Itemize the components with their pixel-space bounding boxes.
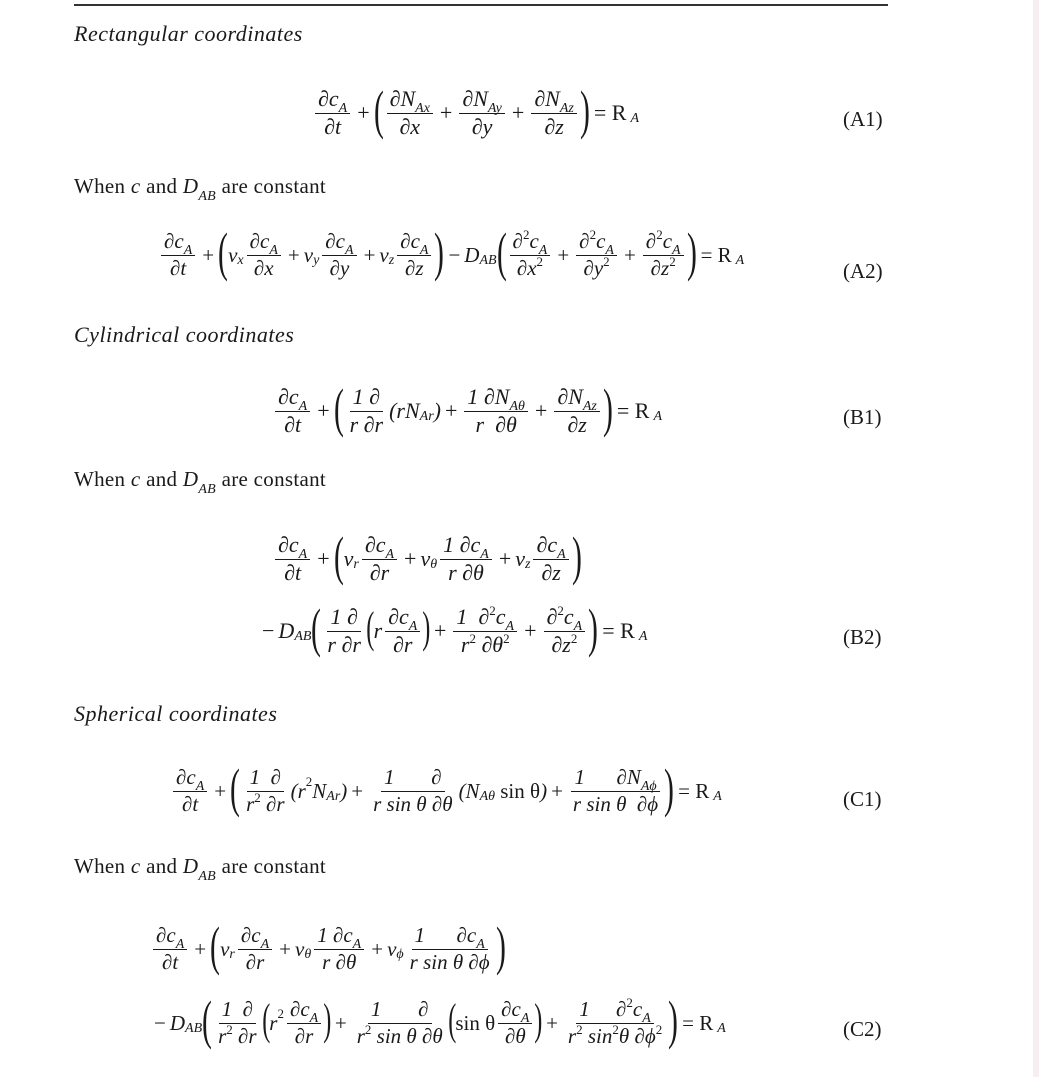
heading-rectangular: Rectangular coordinates <box>74 21 303 46</box>
equation-b2-line1: $\frac{\partial c_A}{\partial t}$ + ( v r $\frac{\partial c_A}{\partial r}$ + v θ $\frac{1 \partial c_A}{r \partial\theta}$ + v z $\frac{\partial c_A}{\partial z}$ ) <box>272 532 582 586</box>
equation-c2-line1: $\frac{\partial c_A}{\partial t}$ + ( v r $\frac{\partial c_A}{\partial r}$ + v θ $\frac{1 \partial c_A}{r \partial\theta}$ + v ϕ $\frac{1 \partial c_A}{\text{r sin θ ∂ϕ}}$ ) <box>150 922 506 976</box>
condition-rect: When c and $D_{AB}$ are constant <box>74 174 327 205</box>
top-rule <box>74 4 888 6</box>
equation-b1: $\frac{\partial c_A}{\partial t}$ + ( $\frac{1 \partial}{r \partial r}$ (rN Ar ) + $\frac{1 \partial N_{A\theta}}{r \partial\theta}$ + $\frac{\partial N_{Az}}{\partial z}$ ) = R A <box>272 384 662 438</box>
tag-a1: (A1) <box>843 107 883 131</box>
tag-a2: (A2) <box>843 259 883 283</box>
equation-c2-line2: − D AB ( $\frac{1 \partial}{r^2 \partial r}$ ( r 2 $\frac{\partial c_A}{\partial r}$ ) + $\frac{1 \partial}{r^2 \sin \theta \partial\theta}$ ( sin θ $\frac{\partial c_A}{\partial\theta}$ ) + $\frac{1 \partial^2c_A}{r^2 \sin^2\theta \partial\phi^2}$ ) = R A <box>154 990 726 1050</box>
heading-spherical: Spherical coordinates <box>74 701 278 726</box>
tag-c1: (C1) <box>843 787 882 811</box>
tag-b2: (B2) <box>843 625 882 649</box>
heading-cylindrical: Cylindrical coordinates <box>74 322 295 347</box>
equation-b2-line2: − D AB ( $\frac{1 \partial}{r \partial r}$ ( r $\frac{\partial c_A}{\partial r}$ ) + $\frac{1 \partial^2c_A}{r^2 \partial\theta^2}$ + $\frac{\partial^2c_A}{\partial z^2}$ ) = R A <box>262 598 648 658</box>
condition-sph: When c and $D_{AB}$ are constant <box>74 854 327 885</box>
tag-b1: (B1) <box>843 405 882 429</box>
tag-c2: (C2) <box>843 1017 882 1041</box>
equation-a2: $\frac{\partial c_A}{\partial t}$ + ( v x $\frac{\partial c_A}{\partial x}$ + v y $\frac{\partial c_A}{\partial y}$ + v z $\frac{\partial c_A}{\partial z}$ ) − D AB ( $\frac{\partial^2c_A}{\partial x^2}$ + $\frac{\partial^2c_A}{\partial y^2}$ + $\frac{\partial^2c_A}{\partial z^2}$ ) = R A <box>158 228 744 282</box>
condition-cyl: When c and $D_{AB}$ are constant <box>74 467 327 498</box>
page-edge <box>1033 0 1039 1077</box>
equation-c1: $\frac{\partial c_A}{\partial t}$ + ( $\frac{1 \partial}{r^2 \partial r}$ (r 2 N Ar ) + $\frac{1 \partial}{\text{r sin θ ∂θ}}$ (N Aθ sin θ ) + $\frac{1 \partial N_{A\phi}}{\text{r sin θ ∂ϕ}}$ ) = R A <box>170 764 722 818</box>
equation-a1: $\frac{\partial c_A}{\partial t}$ + ( $\frac{\partial N_{Ax}}{\partial x}$ + $\frac{\partial N_{Ay}}{\partial y}$ + $\frac{\partial N_{Az}}{\partial z}$ ) = R A <box>312 86 639 140</box>
